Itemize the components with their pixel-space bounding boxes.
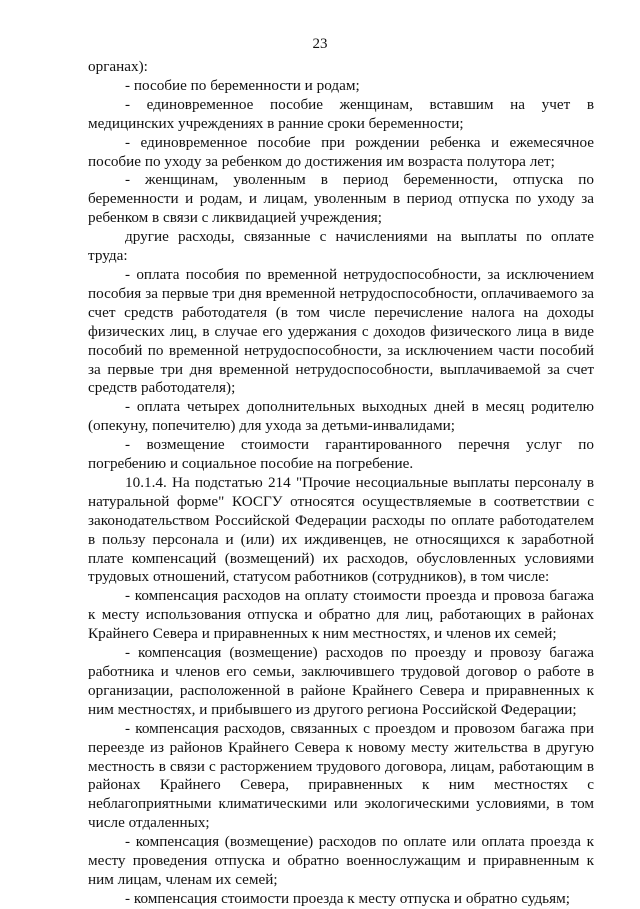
list-item: - единовременное пособие при рождении ребенка и ежемесячное пособие по уходу за ребенком до достижения им возраста полутора лет; [88,133,594,170]
list-item: - компенсация (возмещение) расходов по проезду и провозу багажа работника и членов его семьи, заключившего трудовой договор о работе в организации, расположенной в районе Крайнего Севера и приравненных к ним местностях, и прибывшего из другого региона Российской Федерации; [88,644,594,718]
list-item: - единовременное пособие женщинам, вставшим на учет в медицинских учреждениях в ранние сроки беременности; [88,95,594,132]
document-body [88,58,594,909]
paragraph: другие расходы, связанные с начислениями на выплаты по оплате труда: [88,228,594,265]
paragraph-continuation: органах): [88,58,148,75]
paragraph: 10.1.4. На подстатью 214 "Прочие несоциальные выплаты персоналу в натуральной форме" КОСГУ относятся осуществляемые в соответствии с законодательством Российской Федерации расходы по оплате работодателем в пользу персонала и (или) их иждивенцев, не относящихся к заработной плате компенсаций (возмещений) их расходов, обусловленных условиями трудовых отношений, статусом работников (сотрудников), в том числе: [88,473,594,586]
list-item: - оплата пособия по временной нетрудоспособности, за исключением пособия за первые три дня временной нетрудоспособности, оплачиваемого за счет средств работодателя (в том числе перечисление налога на доходы физических лиц, в случае его удержания с доходов физического лица в виде пособий по временной нетрудоспособности, за исключением части пособий за первые три дня временной нетрудоспособности, выплачиваемой за счет средств работодателя); [88,265,594,397]
list-item: - компенсация стоимости проезда к месту отпуска и обратно судьям; [125,889,570,907]
list-item: - компенсация расходов, связанных с проездом и провозом багажа при переезде из районов Крайнего Севера к новому месту жительства в другую местность в связи с расторжением трудового договора, лицам, работающим в районах Крайнего Севера, приравненных к ним местностях с неблагоприятными климатическими или экологическими условиями, в том числе отдаленных; [88,719,594,832]
list-item: - компенсация расходов на оплату стоимости проезда и провоза багажа к месту использования отпуска и обратно для лиц, работающих в районах Крайнего Севера и приравненных к ним местностях, и членов их семей; [88,587,594,643]
list-item: - компенсация (возмещение) расходов по оплате или оплата проезда к месту проведения отпуска и обратно военнослужащим и приравненным к ним лицам, членам их семей; [88,833,594,888]
list-item: - возмещение стоимости гарантированного перечня услуг по погребению и социальное пособие на погребение. [88,436,594,473]
page-number: 23 [312,36,328,52]
list-item: - пособие по беременности и родам; [125,76,360,94]
list-item: - оплата четырех дополнительных выходных дней в месяц родителю (опекуну, попечителю) для ухода за детьми-инвалидами; [88,398,594,435]
list-item: - женщинам, уволенным в период беременности, отпуска по беременности и родам, и лицам, уволенным в период отпуска по уходу за ребенком в связи с ликвидацией учреждения; [88,171,594,227]
